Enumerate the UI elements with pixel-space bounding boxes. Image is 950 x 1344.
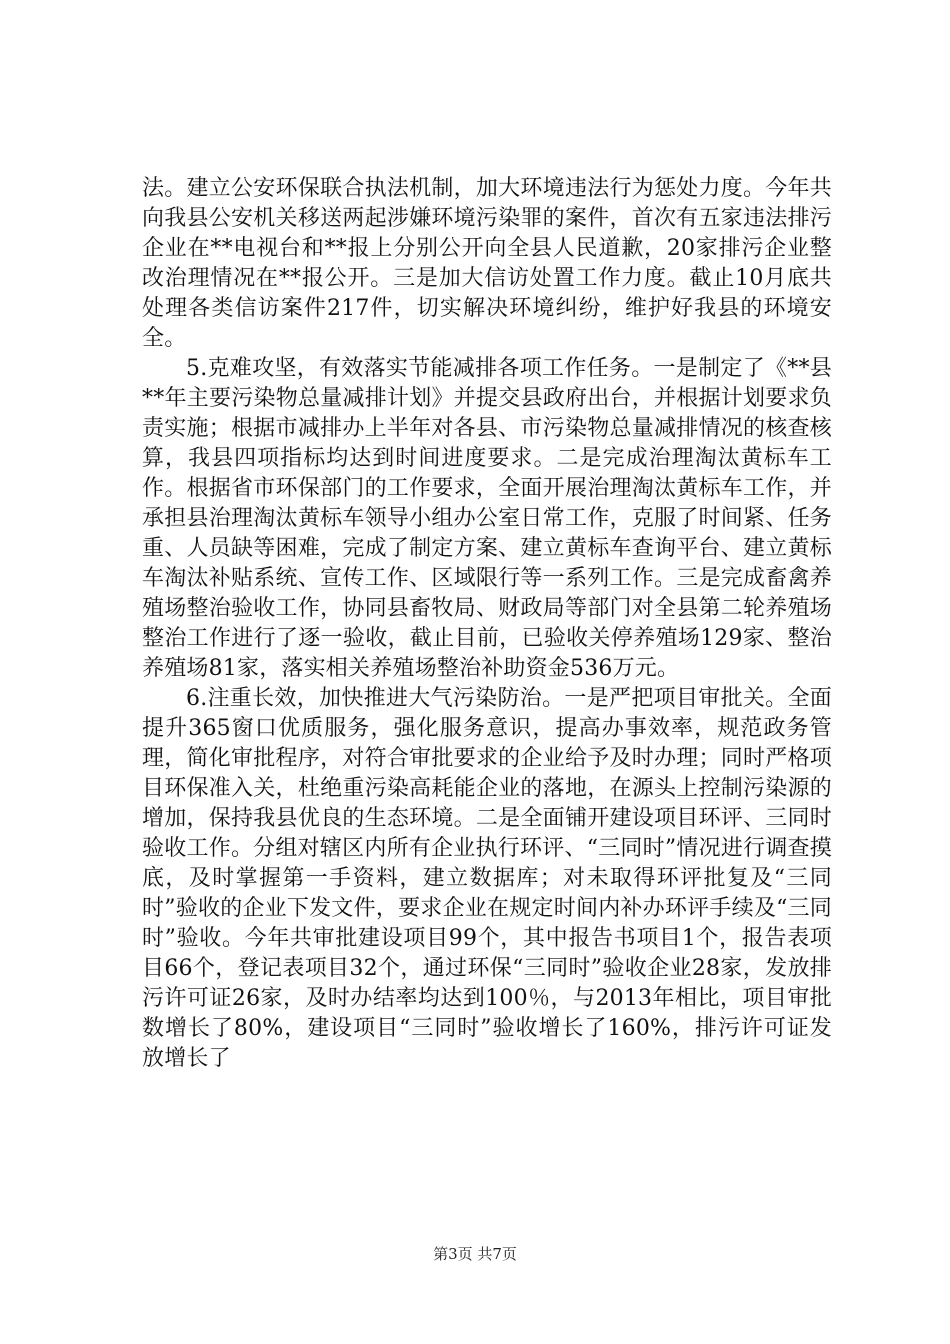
document-body xyxy=(142,174,832,1074)
paragraph-item-6: 6.注重长效，加快推进大气污染防治。一是严把项目审批关。全面提升365窗口优质服务，强化服务意识，提高办事效率，规范政务管理，简化审批程序，对符合审批要求的企业给予及时办理；同时严格项目环保准入关，杜绝重污染高耗能企业的落地，在源头上控制污染源的增加，保持我县优良的生态环境。二是全面铺开建设项目环评、三同时验收工作。分组对辖区内所有企业执行环评、“三同时”情况进行调查摸底，及时掌握第一手资料，建立数据库；对未取得环评批复及“三同时”验收的企业下发文件，要求企业在规定时间内补办环评手续及“三同时”验收。今年共审批建设项目99个，其中报告书项目1个，报告表项目66个，登记表项目32个，通过环保“三同时”验收企业28家，发放排污许可证26家，及时办结率均达到100％，与2013年相比，项目审批数增长了80%，建设项目“三同时”验收增长了160%，排污许可证发放增长了 xyxy=(142,686,832,1071)
paragraph-continuation: 法。建立公安环保联合执法机制，加大环境违法行为惩处力度。今年共向我县公安机关移送两起涉嫌环境污染罪的案件，首次有五家违法排污企业在**电视台和**报上分别公开向全县人民道歉，20家排污企业整改治理情况在**报公开。三是加大信访处置工作力度。截止10月底共处理各类信访案件217件，切实解决环境纠纷，维护好我县的环境安全。 xyxy=(142,176,832,351)
paragraph-item-5: 5.克难攻坚，有效落实节能减排各项工作任务。一是制定了《**县**年主要污染物总量减排计划》并提交县政府出台，并根据计划要求负责实施；根据市减排办上半年对各县、市污染物总量减排情况的核查核算，我县四项指标均达到时间进度要求。二是完成治理淘汰黄标车工作。根据省市环保部门的工作要求，全面开展治理淘汰黄标车工作，并承担县治理淘汰黄标车领导小组办公室日常工作，克服了时间紧、任务重、人员缺等困难，完成了制定方案、建立黄标车查询平台、建立黄标车淘汰补贴系统、宣传工作、区域限行等一系列工作。三是完成畜禽养殖场整治验收工作，协同县畜牧局、财政局等部门对全县第二轮养殖场整治工作进行了逐一验收，截止目前，已验收关停养殖场129家、整治养殖场81家，落实相关养殖场整治补助资金536万元。 xyxy=(142,356,832,681)
page-number-footer: 第3页 共7页 xyxy=(433,1245,517,1263)
